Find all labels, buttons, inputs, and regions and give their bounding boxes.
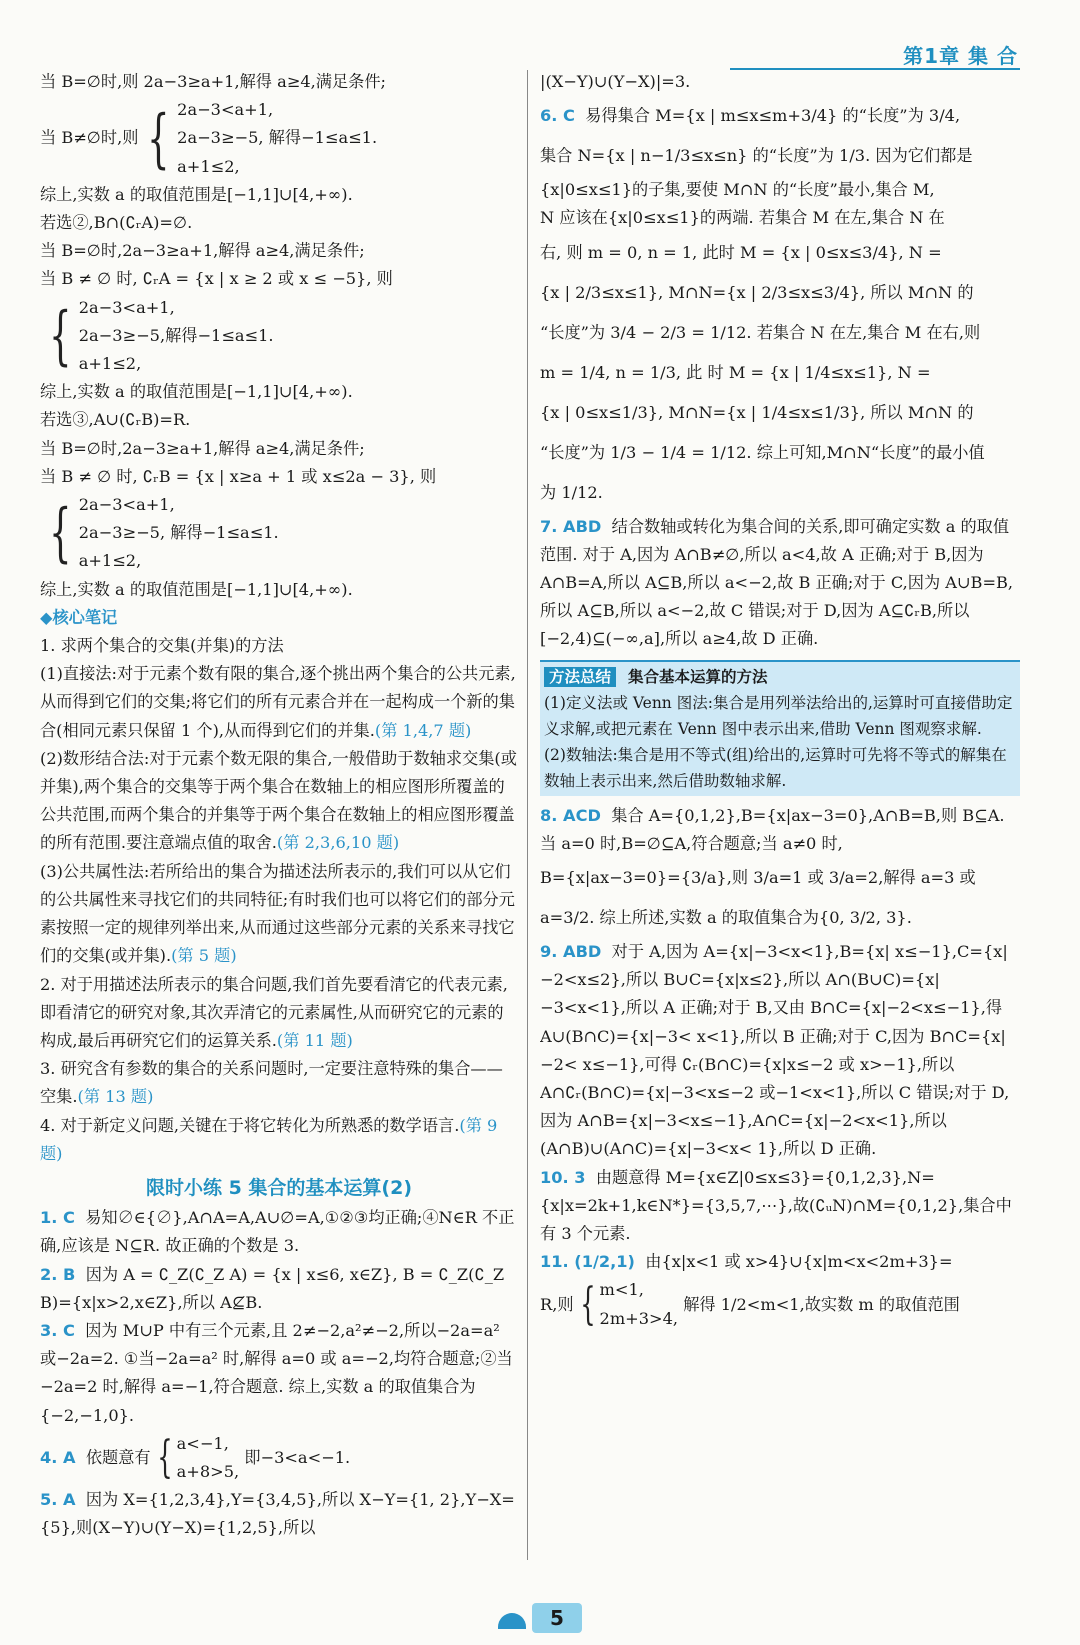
answer-label: 2. B bbox=[40, 1264, 76, 1284]
answer-item bbox=[540, 96, 1020, 136]
answer-label: 3. C bbox=[40, 1320, 75, 1340]
note-paragraph bbox=[40, 971, 518, 1056]
answer-item bbox=[540, 513, 1020, 654]
method-item: (1)定义法或 Venn 图法:集合是用列举法给出的,运算时可直接借助定义求解,或把元素在 Venn 图中表示出来,借助 Venn 图观察求解. bbox=[544, 693, 1013, 738]
text-line: 综上,实数 a 的取值范围是[−1,1]∪[4,+∞). bbox=[40, 579, 353, 599]
system-row: 2a−3<a+1, bbox=[78, 495, 175, 515]
text-line: 当 B ≠ ∅ 时, ∁ᵣB = {x | x≥a + 1 或 x≤2a − 3}, 则 bbox=[40, 466, 437, 486]
text-line: m = 1/4, n = 1/3, 此 时 M = {x | 1/4≤x≤1}, N = bbox=[540, 362, 931, 382]
text-line: 右, 则 m = 0, n = 1, 此时 M = {x | 0≤x≤3/4}, N = bbox=[540, 242, 942, 262]
text-line: B={x|ax−3=0}={3/a},则 3/a=1 或 3/a=2,解得 a=3 或 bbox=[540, 868, 976, 888]
answer-text: 结合数轴或转化为集合间的关系,即可确定实数 a 的取值范围. 对于 A,因为 A∩B≠∅,所以 a<4,故 A 正确;对于 B,因为 A∩B=A,所以 A⊆B,所以 a<−2,故 B 正确;对于 C,因为 A∪B=B,所以 A⊆B,所以 a<−2,故 C 错误;对于 D,因为 A⊆∁ᵣB,所以[−2,4)⊆(−∞,a],所以 a≥4,故 D 正确. bbox=[540, 516, 1014, 649]
text-line: 若选③,A∪(∁ᵣB)=R. bbox=[40, 410, 191, 430]
answer-label: 4. A bbox=[40, 1447, 76, 1467]
core-notes-title: ◆核心笔记 bbox=[40, 607, 118, 627]
note-line: 1. 求两个集合的交集(并集)的方法 bbox=[40, 636, 284, 656]
answer-text: 解得 1/2<m<1,故实数 m 的取值范围 bbox=[683, 1294, 960, 1314]
question-ref: (第 9 题) bbox=[40, 1115, 498, 1163]
inequality-system bbox=[40, 491, 518, 576]
system-row: a+1≤2, bbox=[78, 551, 142, 571]
system-row: 2a−3≥−5,解得−1≤a≤1. bbox=[78, 325, 274, 345]
answer-label: 6. C bbox=[540, 106, 575, 126]
answer-text: 由题意得 M={x∈Z|0≤x≤3}={0,1,2,3},N={x|x=2k+1,k∈N*}={3,5,7,⋯},故(∁ᵤN)∩M={0,1,2},集合中有 3 个元素. bbox=[540, 1167, 1012, 1244]
text-line: 集合 N={x | n−1/3≤x≤n} 的“长度”为 1/3. 因为它们都是 bbox=[540, 146, 973, 166]
brace-icon: { bbox=[579, 1278, 596, 1330]
page-decoration-icon bbox=[498, 1613, 526, 1629]
answer-item bbox=[40, 1261, 518, 1317]
answer-item bbox=[540, 938, 1020, 1164]
answer-item bbox=[540, 1248, 1020, 1276]
method-summary-tag: 方法总结 bbox=[544, 667, 616, 687]
answer-text: 集合 A={0,1,2},B={x|ax−3=0},A∩B=B,则 B⊆A. 当 a=0 时,B=∅⊆A,符合题意;当 a≠0 时, bbox=[540, 805, 1005, 853]
note-text: (3)公共属性法:若所给出的集合为描述法所表示的,我们可以从它们的公共属性来寻找它们的共同特征;有时我们也可以将它们的部分元素按照一定的规律列举出来,从而通过这些部分元素的关系来寻找它们的交集(或并集). bbox=[40, 861, 515, 966]
brace-icon: { bbox=[49, 496, 72, 571]
note-paragraph bbox=[40, 745, 518, 858]
system-row: a+1≤2, bbox=[177, 156, 240, 176]
system-row: a+1≤2, bbox=[78, 354, 142, 374]
system-row: 2a−3≥−5, 解得−1≤a≤1. bbox=[177, 128, 378, 148]
text-line: |(X−Y)∪(Y−X)|=3. bbox=[540, 72, 691, 91]
answer-text: 因为 X={1,2,3,4},Y={3,4,5},所以 X−Y={1, 2},Y−X={5},则(X−Y)∪(Y−X)={1,2,5},所以 bbox=[40, 1490, 515, 1538]
answer-label: 8. ACD bbox=[540, 805, 601, 825]
text-line: 当 B=∅时,2a−3≥a+1,解得 a≥4,满足条件; bbox=[40, 241, 365, 261]
text-line: {x | 0≤x≤1/3}, M∩N={x | 1/4≤x≤1/3}, 所以 M∩N 的 bbox=[540, 402, 974, 422]
text-line: {x|0≤x≤1}的子集,要使 M∩N 的“长度”最小,集合 M, bbox=[540, 180, 935, 200]
answer-text: 依题意有 bbox=[85, 1447, 151, 1467]
question-ref: (第 5 题) bbox=[171, 946, 237, 966]
text-line: 为 1/12. bbox=[540, 482, 603, 502]
question-ref: (第 2,3,6,10 题) bbox=[276, 833, 400, 853]
answer-text: 因为 M∪P 中有三个元素,且 2≠−2,a²≠−2,所以−2a=a² 或−2a=2. ①当−2a=a² 时,解得 a=0 或 a=−2,均符合题意;②当−2a=2 时,解得 a=−1,符合题意. 综上,实数 a 的取值集合为{−2,−1,0}. bbox=[40, 1320, 513, 1425]
system-row: a<−1, bbox=[176, 1433, 229, 1453]
system-row: 2a−3<a+1, bbox=[78, 297, 175, 317]
answer-label: 1. C bbox=[40, 1208, 75, 1228]
answer-text: 即−3<a<−1. bbox=[244, 1447, 351, 1467]
note-paragraph bbox=[40, 1055, 518, 1111]
text-line: “长度”为 1/3 − 1/4 = 1/12. 综上可知,M∩N“长度”的最小值 bbox=[540, 442, 985, 462]
system-row: m<1, bbox=[599, 1280, 644, 1300]
answer-item bbox=[540, 1164, 1020, 1249]
text-line: 当 B=∅时,则 2a−3≥a+1,解得 a≥4,满足条件; bbox=[40, 72, 386, 91]
left-column bbox=[40, 68, 518, 1543]
system-row: a+8>5, bbox=[176, 1461, 240, 1481]
text-line: 若选②,B∩(∁ᵣA)=∅. bbox=[40, 213, 193, 233]
note-text: 4. 对于新定义问题,关键在于将它转化为所熟悉的数学语言. bbox=[40, 1115, 460, 1135]
text-line: 当 B≠∅时,则 bbox=[40, 128, 139, 148]
text-line: 当 B=∅时,2a−3≥a+1,解得 a≥4,满足条件; bbox=[40, 438, 365, 458]
answer-item bbox=[40, 1486, 518, 1542]
system-row: 2a−3<a+1, bbox=[177, 100, 274, 120]
inequality-system bbox=[40, 294, 518, 379]
answer-item bbox=[540, 802, 1020, 858]
answer-text: 对于 A,因为 A={x|−3<x<1},B={x| x≤−1},C={x|−2<x≤2},所以 B∪C={x|x≤2},所以 A∩(B∪C)={x|−3<x<1},所以 A 正确;对于 B,又由 B∩C={x|−2<x≤−1},得 A∪(B∩C)={x|−3< x<1},所以 B 正确;对于 C,因为 B∩C={x|−2< x≤−1},可得 ∁ᵣ(B∩C)={x|x≤−2 或 x>−1},所以 A∩∁ᵣ(B∩C)={x|−3<x≤−2 或−1<x<1},所以 C 错误;对于 D,因为 A∩B={x|−3<x≤−1},A∩C={x|−2<x<1},所以(A∩B)∪(A∩C)={x|−3<x< 1},所以 D 正确. bbox=[540, 942, 1010, 1159]
note-text: 2. 对于用描述法所表示的集合问题,我们首先要看清它的代表元素,即看清它的研究对象,其次弄清它的元素属性,从而研究它的元素的构成,最后再研究它们的运算关系. bbox=[40, 974, 508, 1050]
note-text: (2)数形结合法:对于元素个数无限的集合,一般借助于数轴求交集(或并集),两个集合的交集等于两个集合在数轴上的相应图形所覆盖的公共范围,而两个集合的并集等于两个集合在数轴上的相应图形覆盖的所有范围.要注意端点值的取舍. bbox=[40, 748, 517, 853]
inequality-system bbox=[40, 96, 518, 181]
text-line: N 应该在{x|0≤x≤1}的两端. 若集合 M 在左,集合 N 在 bbox=[540, 208, 945, 228]
note-paragraph bbox=[40, 1112, 518, 1168]
answer-label: 9. ABD bbox=[540, 942, 602, 962]
text-line: {x | 2/3≤x≤1}, M∩N={x | 2/3≤x≤3/4}, 所以 M∩N 的 bbox=[540, 282, 974, 302]
note-text: (1)直接法:对于元素个数有限的集合,逐个挑出两个集合的公共元素,从而得到它们的交集;将它们的所有元素合并在一起构成一个新的集合(相同元素只保留 1 个),从而得到它们的并集. bbox=[40, 664, 516, 740]
text-line: “长度”为 3/4 − 2/3 = 1/12. 若集合 N 在左,集合 M 在右,则 bbox=[540, 322, 981, 342]
question-ref: (第 11 题) bbox=[276, 1030, 353, 1050]
chapter-header: 第1章 集 合 bbox=[903, 44, 1018, 68]
page-number: 5 bbox=[532, 1603, 582, 1633]
answer-item bbox=[40, 1204, 518, 1260]
answer-text: R,则 bbox=[540, 1294, 574, 1314]
answer-label: 7. ABD bbox=[540, 516, 602, 536]
answer-item bbox=[40, 1430, 518, 1486]
note-text: 3. 研究含有参数的集合的关系问题时,一定要注意特殊的集合——空集. bbox=[40, 1059, 503, 1107]
text-line: 综上,实数 a 的取值范围是[−1,1]∪[4,+∞). bbox=[40, 382, 353, 402]
question-ref: (第 1,4,7 题) bbox=[374, 720, 472, 740]
answer-label: 10. 3 bbox=[540, 1167, 586, 1187]
brace-icon: { bbox=[49, 298, 72, 373]
section-title: 限时小练 5 集合的基本运算(2) bbox=[145, 1176, 413, 1199]
right-column bbox=[540, 68, 1020, 1333]
text-line: 当 B ≠ ∅ 时, ∁ᵣA = {x | x ≥ 2 或 x ≤ −5}, 则 bbox=[40, 269, 393, 289]
answer-label: 11. (1/2,1) bbox=[540, 1252, 635, 1272]
note-paragraph bbox=[40, 660, 518, 745]
method-summary-title: 集合基本运算的方法 bbox=[628, 666, 768, 686]
method-item: (2)数轴法:集合是用不等式(组)给出的,运算时可先将不等式的解集在数轴上表示出来,然后借助数轴求解. bbox=[544, 745, 1007, 790]
system-row: 2a−3≥−5, 解得−1≤a≤1. bbox=[78, 523, 279, 543]
answer-text: 易得集合 M={x | m≤x≤m+3/4} 的“长度”为 3/4, bbox=[585, 106, 961, 126]
system-row: 2m+3>4, bbox=[599, 1308, 679, 1328]
inequality-system bbox=[540, 1276, 1020, 1332]
answer-text: 由{x|x<1 或 x>4}∪{x|m<x<2m+3}= bbox=[645, 1252, 953, 1272]
text-line: a=3/2. 综上所述,实数 a 的取值集合为{0, 3/2, 3}. bbox=[540, 908, 912, 928]
brace-icon: { bbox=[147, 101, 170, 176]
text-line: 综上,实数 a 的取值范围是[−1,1]∪[4,+∞). bbox=[40, 184, 353, 204]
brace-icon: { bbox=[156, 1431, 173, 1483]
answer-item bbox=[40, 1317, 518, 1430]
answer-label: 5. A bbox=[40, 1490, 76, 1510]
answer-text: 易知∅∈{∅},A∩A=A,A∪∅=A,①②③均正确;④N∈R 不正确,应该是 N⊆R. 故正确的个数是 3. bbox=[40, 1208, 515, 1256]
page-footer bbox=[0, 1603, 1080, 1633]
column-divider bbox=[527, 70, 528, 1560]
answer-text: 因为 A = ∁_Z(∁_Z A) = {x | x≤6, x∈Z}, B = ∁_Z(∁_Z B)={x|x>2,x∈Z},所以 A⊈B. bbox=[40, 1264, 505, 1312]
question-ref: (第 13 题) bbox=[77, 1087, 154, 1107]
method-summary-box bbox=[540, 660, 1020, 796]
note-paragraph bbox=[40, 858, 518, 971]
